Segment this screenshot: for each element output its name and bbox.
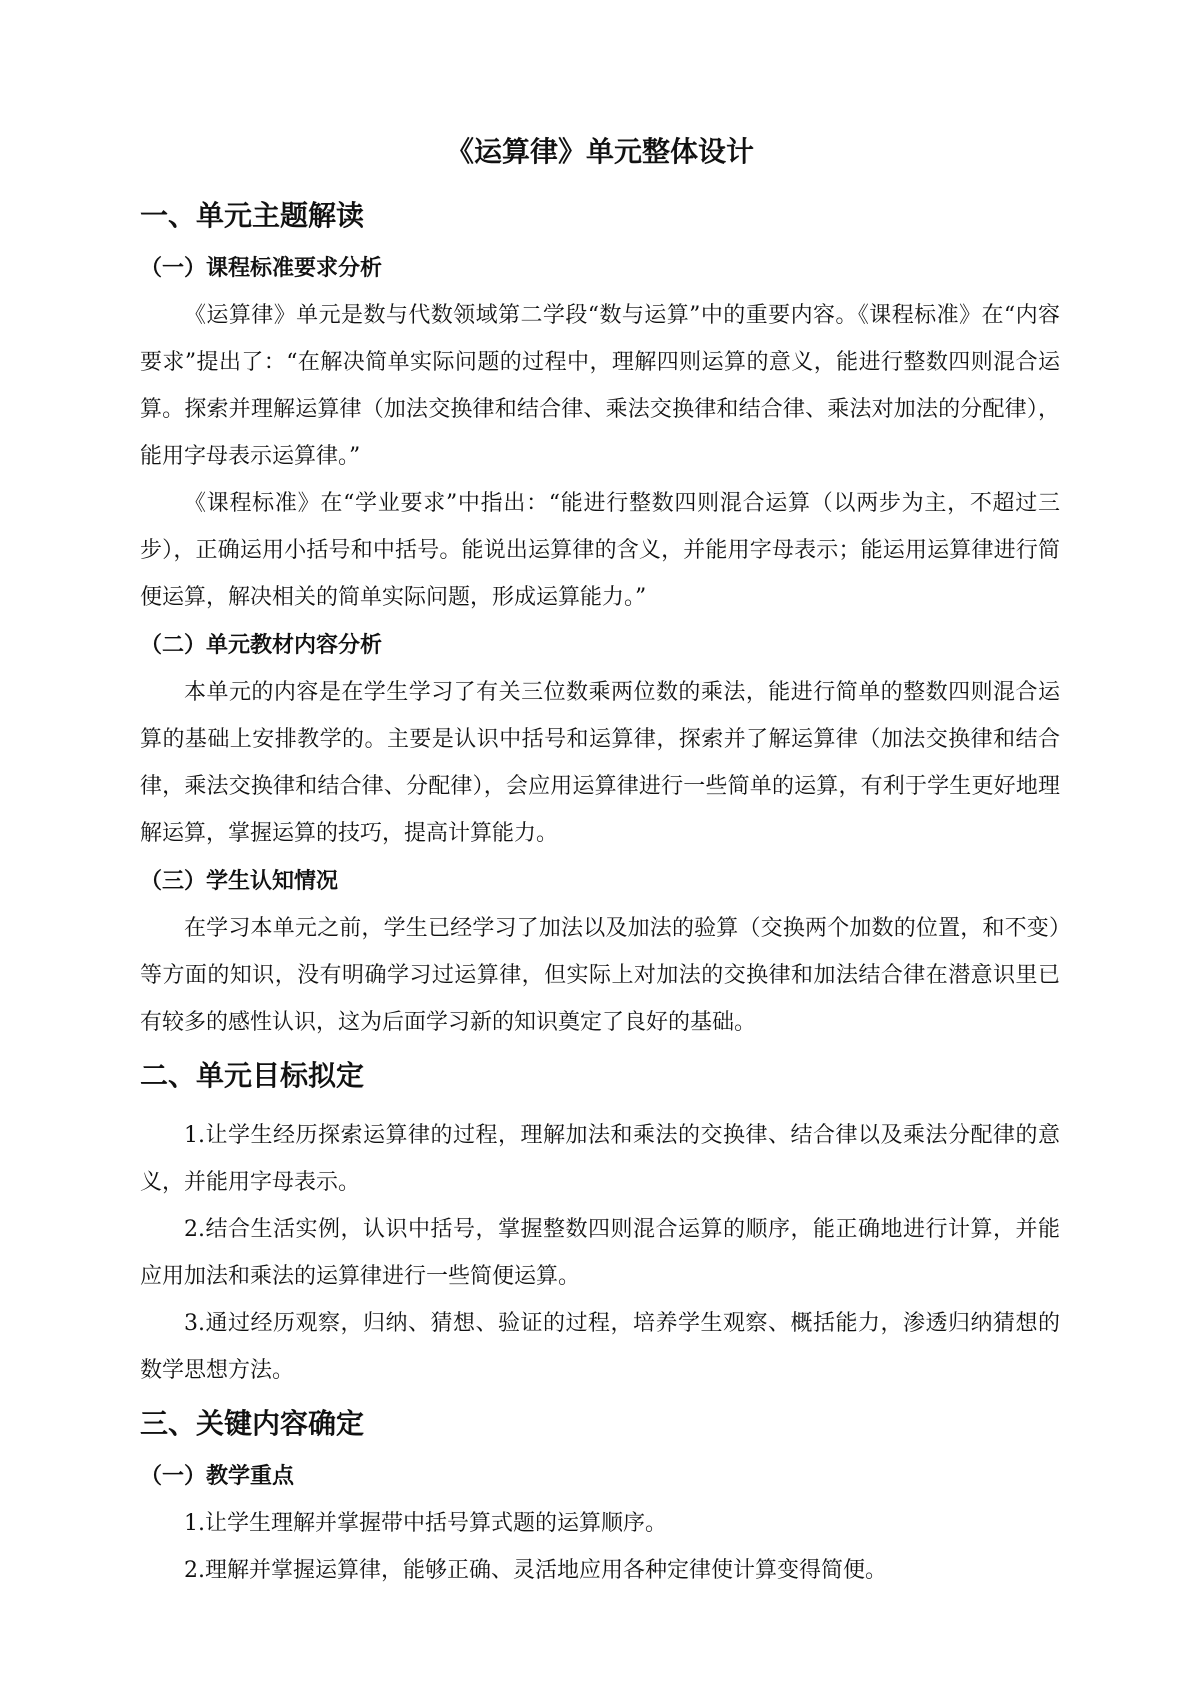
section-unit-goals (140, 1056, 1060, 1394)
key-point-item: 2.理解并掌握运算律，能够正确、灵活地应用各种定律使计算变得简便。 (184, 1558, 887, 1583)
paragraph: 本单元的内容是在学生学习了有关三位数乘两位数的乘法，能进行简单的整数四则混合运算的基础上安排教学的。主要是认识中括号和运算律，探索并了解运算律（加法交换律和结合律，乘法交换律和结合律、分配律），会应用运算律进行一些简单的运算，有利于学生更好地理解运算，掌握运算的技巧，提高计算能力。 (140, 680, 1060, 846)
paragraph: 《课程标准》在“学业要求”中指出：“能进行整数四则混合运算（以两步为主，不超过三步），正确运用小括号和中括号。能说出运算律的含义，并能用字母表示；能运用运算律进行简便运算，解决相关的简单实际问题，形成运算能力。” (140, 491, 1060, 610)
goal-item: 1.让学生经历探索运算律的过程，理解加法和乘法的交换律、结合律以及乘法分配律的意义，并能用字母表示。 (140, 1123, 1060, 1195)
goal-item: 2.结合生活实例，认识中括号，掌握整数四则混合运算的顺序，能正确地进行计算，并能应用加法和乘法的运算律进行一些简便运算。 (140, 1217, 1060, 1289)
document-title: 《运算律》单元整体设计 (445, 135, 754, 168)
paragraph: 在学习本单元之前，学生已经学习了加法以及加法的验算（交换两个加数的位置，和不变）等方面的知识，没有明确学习过运算律，但实际上对加法的交换律和加法结合律在潜意识里已有较多的感性认识，这为后面学习新的知识奠定了良好的基础。 (140, 916, 1060, 1035)
section-heading: 三、关键内容确定 (140, 1407, 365, 1440)
section-heading: 二、单元目标拟定 (140, 1059, 365, 1092)
subsection-heading: （一）教学重点 (140, 1464, 295, 1489)
subsection-heading: （一）课程标准要求分析 (140, 256, 383, 281)
key-point-item: 1.让学生理解并掌握带中括号算式题的运算顺序。 (184, 1511, 667, 1536)
section-key-content (140, 1404, 1060, 1594)
goal-item: 3.通过经历观察，归纳、猜想、验证的过程，培养学生观察、概括能力，渗透归纳猜想的数学思想方法。 (140, 1311, 1060, 1383)
subsection-heading: （三）学生认知情况 (140, 869, 339, 894)
subsection-heading: （二）单元教材内容分析 (140, 633, 383, 658)
document-page (140, 116, 1060, 1600)
paragraph: 《运算律》单元是数与代数领域第二学段“数与运算”中的重要内容。《课程标准》在“内容要求”提出了：“在解决简单实际问题的过程中，理解四则运算的意义，能进行整数四则混合运算。探索并理解运算律（加法交换律和结合律、乘法交换律和结合律、乘法对加法的分配律），能用字母表示运算律。” (140, 303, 1060, 469)
section-theme-interpretation (140, 196, 1060, 1046)
section-heading: 一、单元主题解读 (140, 199, 365, 232)
